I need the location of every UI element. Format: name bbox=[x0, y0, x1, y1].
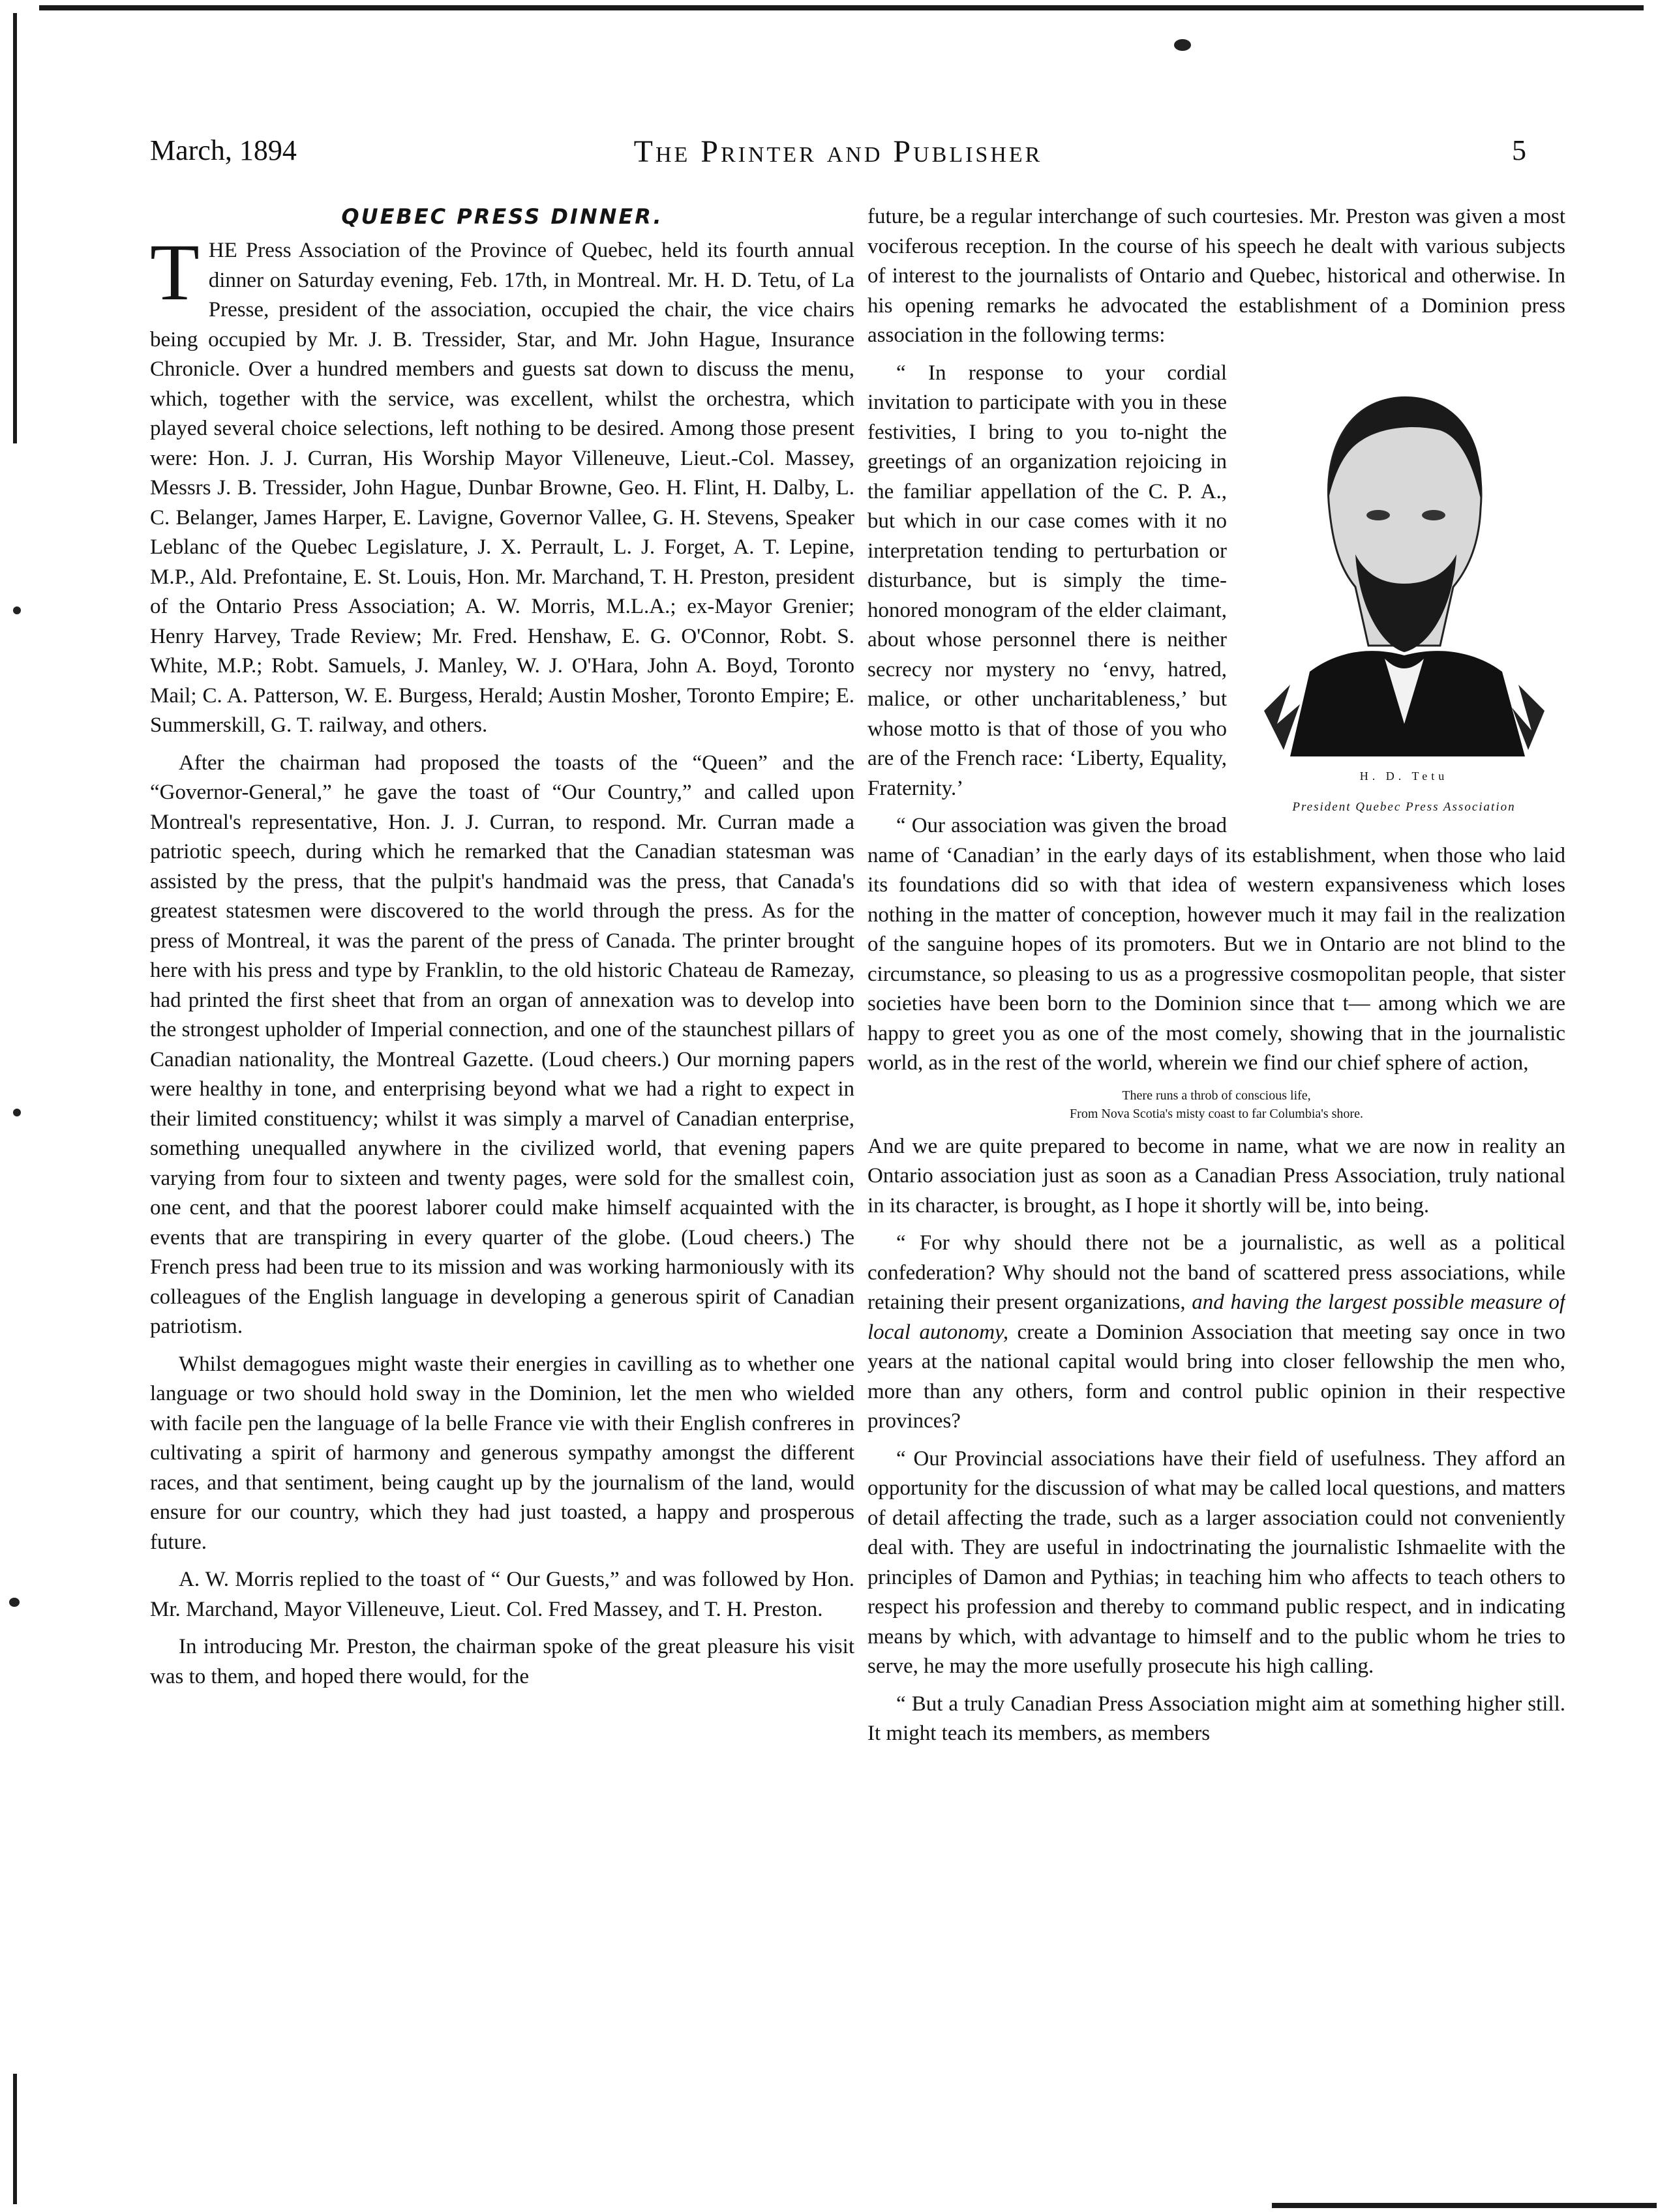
portrait-engraving-icon bbox=[1251, 359, 1558, 756]
portrait-figure bbox=[1243, 359, 1565, 822]
article-paragraph: Whilst demagogues might waste their energies in cavilling as to whether one language or two should hold sway in the Dominion, let the men who wielded with facile pen the language of la belle France vie with their English confreres in cultivating a spirit of harmony and generous sympathy amongst the different races, and that sentiment, being caught up by the journalism of the land, would ensure for our country, which they had just toasted, a happy and prosperous future. bbox=[150, 1352, 854, 1554]
scan-speck bbox=[13, 1109, 21, 1116]
scan-edge-top bbox=[39, 5, 1644, 10]
right-column bbox=[867, 202, 1565, 2159]
verse-quote bbox=[867, 1086, 1565, 1123]
article-paragraph: And we are quite prepared to become in name, what we are now in reality an Ontario association just as soon as a Canadian Press Association, truly national in its character, is brought, as I hope it shortly will be, into being. bbox=[867, 1134, 1565, 1218]
article-paragraph: “ Our association was given the broad name of ‘Canadian’ in the early days of its establishment, when those who laid its foundations did so with that idea of western expansiveness which loses nothing in the matter of conception, however much it may fail in the realization of the sanguine hopes of its promoters. But we in Ontario are not blind to the circumstance, so pleasing to us as a progressive cosmopolitan people, that sister societies have been born to the Dominion since that t— among which we are happy to greet you as one of the most comely, showing that in the journalistic world, as in the rest of the world, wherein we find our chief sphere of action, bbox=[867, 814, 1565, 1075]
scan-edge-left-lower bbox=[13, 2074, 17, 2204]
running-head bbox=[150, 134, 1526, 173]
issue-date: March, 1894 bbox=[150, 134, 297, 166]
portrait-caption-name: H. D. Tetu bbox=[1359, 769, 1449, 783]
article-paragraph: After the chairman had proposed the toasts of the “Queen” and the “Governor-General,” he gave the toast of “Our Country,” and called upon Montreal's representative, Hon. J. J. Curran, to respond. Mr. Curran made a patriotic speech, during which he remarked that the Canadian statesman was assisted by the press, that the pulpit's handmaid was the press, that Canada's greatest statesmen were discovered to the world through the press. As for the press of Montreal, it was the parent of the press of Canada. The printer brought here with his press and type by Franklin, to the old historic Chateau de Ramezay, had printed the first sheet that from an organ of annexation was to develop into the strongest upholder of Imperial connection, and one of the staunchest pillars of Canadian nationality, the Montreal Gazette. (Loud cheers.) Our morning papers were healthy in tone, and enterprising beyond what we had a right to expect in their limited constituency; whilst it was simply a marvel of Canadian enterprise, something unequalled anywhere in the civilized world, that evening papers varying from four to sixteen and twenty pages, were sold for the smallest coin, one cent, and that the poorest laborer could make himself acquainted with the events that are transpiring in every quarter of the globe. (Loud cheers.) The French press had been true to its mission and was working harmoniously with its colleagues of the English language in developing a generous spirit of Canadian patriotism. bbox=[150, 751, 854, 1338]
page-number: 5 bbox=[1512, 134, 1526, 166]
scan-speck bbox=[1174, 39, 1191, 51]
article-headline: QUEBEC PRESS DINNER. bbox=[341, 204, 663, 229]
article-paragraph: “ In response to your cordial invitation to participate with you in these festivities, I bring to you to-night the greetings of an organization rejoicing in the familiar appellation of the C. P. A., but which in our case comes with it no interpretation tending to perturbation or disturbance, but is simply the time-honored monogram of the elder claimant, about whose personnel there is neither secrecy nor mystery no ‘envy, hatred, malice, or other uncharitableness,’ but whose motto is that of those of you who are of the French race: ‘Liberty, Equality, Fraternity.’ bbox=[867, 361, 1227, 800]
left-column bbox=[150, 202, 854, 2159]
scan-edge-left bbox=[13, 13, 17, 443]
drop-cap: T bbox=[150, 228, 200, 317]
scan-speck bbox=[9, 1598, 20, 1607]
scan-speck bbox=[13, 606, 21, 614]
publication-title: The Printer and Publisher bbox=[633, 134, 1043, 169]
article-paragraph: “ But a truly Canadian Press Association might aim at something higher still. It might teach its members, as members bbox=[867, 1692, 1565, 1745]
article-paragraph: THE Press Association of the Province of Quebec, held its fourth annual dinner on Saturday evening, Feb. 17th, in Montreal. Mr. H. D. Tetu, of La Presse, president of the association, occupied the chair, the vice chairs being occupied by Mr. J. B. Tressider, Star, and Mr. John Hague, Insurance Chronicle. Over a hundred members and guests sat down to discuss the menu, which, together with the service, was excellent, whilst the orchestra, which played several choice selections, left nothing to be desired. Among those present were: Hon. J. J. Curran, His Worship Mayor Villeneuve, Lieut.-Col. Massey, Messrs J. B. Tressider, John Hague, Dunbar Browne, Geo. H. Flint, H. Dalby, L. C. Belanger, James Harper, E. Lavigne, Governor Vallee, G. H. Stevens, Speaker Leblanc of the Quebec Legislature, J. X. Perrault, L. J. Forget, A. T. Lepine, M.P., Ald. Prefontaine, E. St. Louis, Hon. Mr. Marchand, T. H. Preston, president of the Ontario Press Association; A. W. Morris, M.L.A.; ex-Mayor Grenier; Henry Harvey, Trade Review; Mr. Fred. Henshaw, E. G. O'Connor, Robt. S. White, M.P.; Robt. Samuels, J. Manley, W. J. O'Hara, John A. Boyd, Toronto Mail; C. A. Patterson, W. E. Burgess, Herald; Austin Mosher, Toronto Empire; E. Summerskill, G. T. railway, and others. bbox=[150, 228, 854, 737]
verse-line: From Nova Scotia's misty coast to far Columbia's shore. bbox=[1070, 1106, 1363, 1121]
article-paragraph: “ Our Provincial associations have their field of usefulness. They afford an opportunity for the discussion of what may be called local questions, and matters of detail affecting the trade, such as a larger association could not conveniently deal with. They are useful in indoctrinating the journalistic Ishmaelite with the principles of Damon and Pythias; in teaching him who affects to teach others to respect his profession and thereby to command public respect, and in indicating means by which, with advantage to himself and to the public whom he tries to serve, he may the more usefully prosecute his high calling. bbox=[867, 1446, 1565, 1678]
article-paragraph: future, be a regular interchange of such courtesies. Mr. Preston was given a most vociferous reception. In the course of his speech he dealt with various subjects of interest to the journalists of Ontario and Quebec, historical and otherwise. In his opening remarks he advocated the establishment of a Dominion press association in the following terms: bbox=[867, 205, 1565, 347]
article-paragraph: A. W. Morris replied to the toast of “ Our Guests,” and was followed by Hon. Mr. Marchand, Mayor Villeneuve, Lieut. Col. Fred Massey, and T. H. Preston. bbox=[150, 1568, 854, 1621]
verse-line: There runs a throb of conscious life, bbox=[1122, 1088, 1311, 1103]
article-paragraph: In introducing Mr. Preston, the chairman spoke of the great pleasure his visit was to them, and hoped there would, for the bbox=[150, 1635, 854, 1688]
portrait-caption-role: President Quebec Press Association bbox=[1292, 800, 1516, 814]
article-paragraph: “ For why should there not be a journalistic, as well as a political confederation? Why should not the band of scattered press associations, while retaining their present organizations, and having the largest possible measure of local autonomy, create a Dominion Association that meeting say once in two years at the national capital would bring into closer fellowship the men who, more than any others, form and control public opinion in their respective provinces? bbox=[867, 1231, 1565, 1433]
scan-edge-bottom bbox=[1272, 2203, 1657, 2208]
italic-phrase: and having the largest possible measure of local autonomy, bbox=[867, 1291, 1565, 1344]
